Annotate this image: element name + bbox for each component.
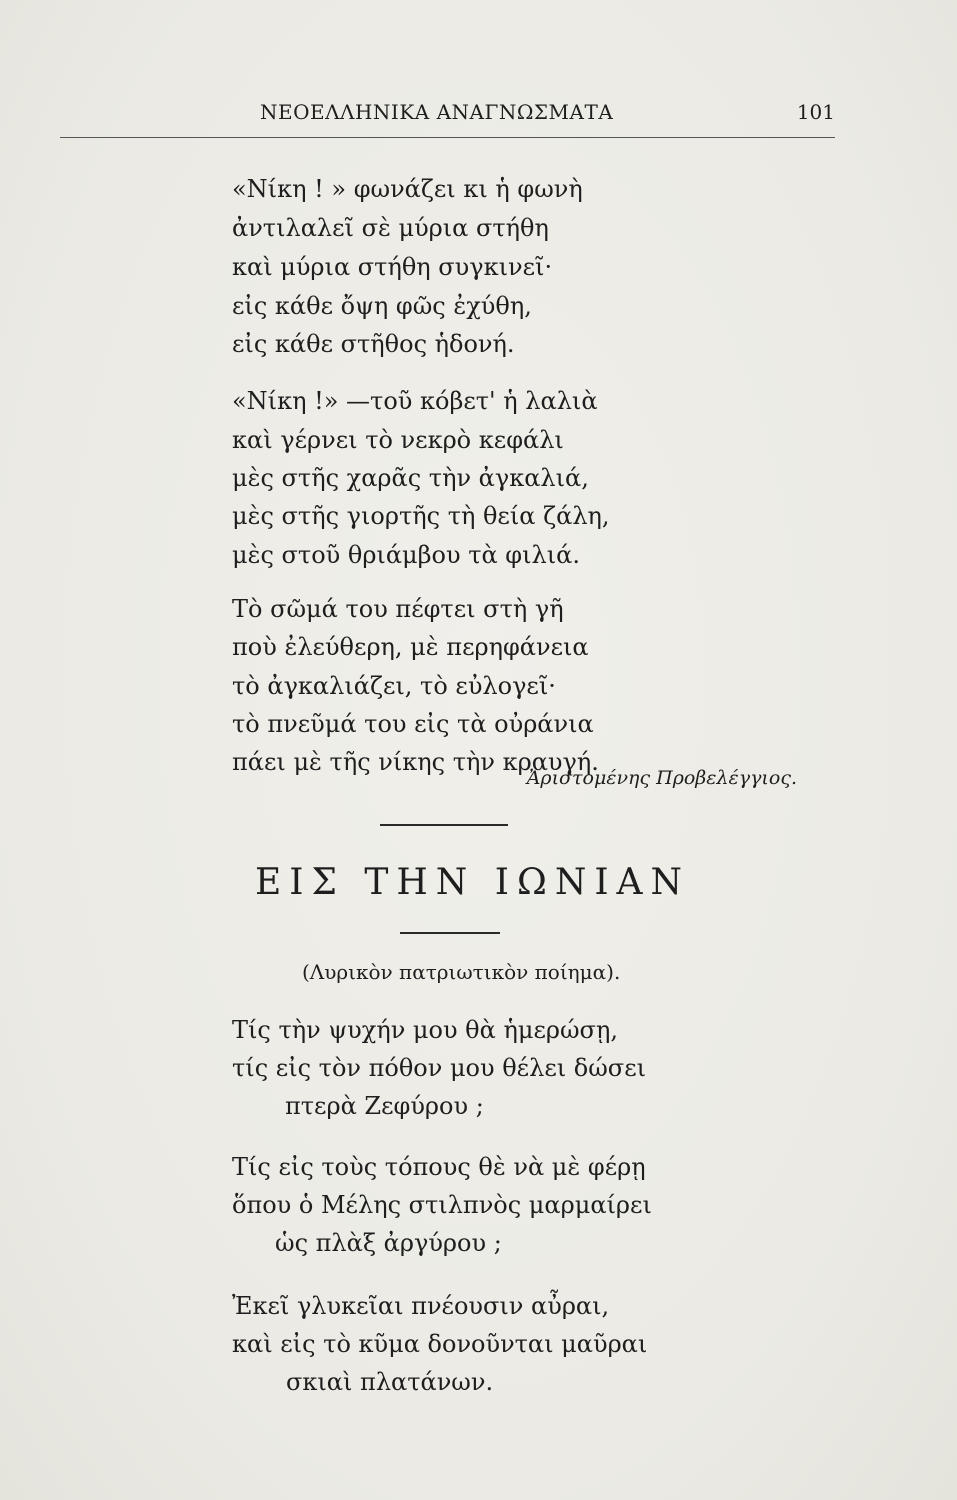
poem-subtitle: (Λυρικὸν πατριωτικὸν ποίημα). [302, 960, 621, 984]
poem1-stanza2-line5: μὲς στοῦ θριάμβου τὰ φιλιά. [232, 541, 580, 569]
poem1-stanza2-line4: μὲς στῆς γιορτῆς τὴ θεία ζάλη, [232, 502, 610, 530]
running-title: ΝΕΟΕΛΛΗΝΙΚΑ ΑΝΑΓΝΩΣΜΑΤΑ [260, 100, 614, 124]
section-divider [380, 824, 508, 826]
poem2-stanza2-line2: ὅπου ὁ Μέλης στιλπνὸς μαρμαίρει [232, 1191, 652, 1219]
poem2-stanza2-line1: Τίς εἰς τοὺς τόπους θὲ νὰ μὲ φέρῃ [232, 1153, 646, 1181]
poem2-stanza1-line2: τίς εἰς τὸν πόθον μου θέλει δώσει [232, 1054, 647, 1082]
poem1-stanza2-line3: μὲς στῆς χαρᾶς τὴν ἀγκαλιά, [232, 464, 589, 492]
header-rule [60, 137, 835, 138]
poem1-stanza3-line2: ποὺ ἐλεύθερη, μὲ περηφάνεια [232, 633, 589, 661]
poem2-stanza3-line3: σκιαὶ πλατάνων. [286, 1368, 494, 1396]
poem1-stanza2-line1: «Νίκη !» —τοῦ κόβετ' ἡ λαλιὰ [232, 387, 598, 415]
poem1-stanza3-line1: Τὸ σῶμά του πέφτει στὴ γῆ [232, 595, 564, 623]
poem2-stanza1-line1: Τίς τὴν ψυχήν μου θὰ ἡμερώσῃ, [232, 1016, 618, 1044]
poem1-stanza1-line5: εἰς κάθε στῆθος ἡδονή. [232, 330, 515, 358]
page-number: 101 [796, 100, 835, 124]
author-signature: Ἀριστομένης Προβελέγγιος. [526, 767, 797, 789]
poem2-stanza3-line2: καὶ εἰς τὸ κῦμα δονοῦνται μαῦραι [232, 1330, 648, 1358]
poem-title: ΕΙΣ ΤΗΝ ΙΩΝΙΑΝ [255, 862, 691, 903]
poem1-stanza3-line3: τὸ ἀγκαλιάζει, τὸ εὐλογεῖ· [232, 672, 556, 700]
poem1-stanza3-line5: πάει μὲ τῆς νίκης τὴν κραυγή. [232, 748, 599, 776]
poem1-stanza3-line4: τὸ πνεῦμά του εἰς τὰ οὐράνια [232, 710, 594, 738]
poem1-stanza1-line1: «Νίκη ! » φωνάζει κι ἡ φωνὴ [232, 175, 583, 203]
poem1-stanza1-line2: ἀντιλαλεῖ σὲ μύρια στήθη [232, 214, 549, 242]
page-header [60, 100, 835, 140]
poem1-stanza1-line3: καὶ μύρια στήθη συγκινεῖ· [232, 253, 553, 281]
poem2-stanza1-line3: πτερὰ Ζεφύρου ; [285, 1092, 484, 1120]
poem2-stanza2-line3: ὡς πλὰξ ἀργύρου ; [275, 1229, 502, 1257]
poem1-stanza1-line4: εἰς κάθε ὄψη φῶς ἐχύθη, [232, 292, 532, 320]
title-underline [400, 932, 500, 934]
poem1-stanza2-line2: καὶ γέρνει τὸ νεκρὸ κεφάλι [232, 426, 564, 454]
poem2-stanza3-line1: Ἐκεῖ γλυκεῖαι πνέουσιν αὖραι, [232, 1292, 610, 1320]
